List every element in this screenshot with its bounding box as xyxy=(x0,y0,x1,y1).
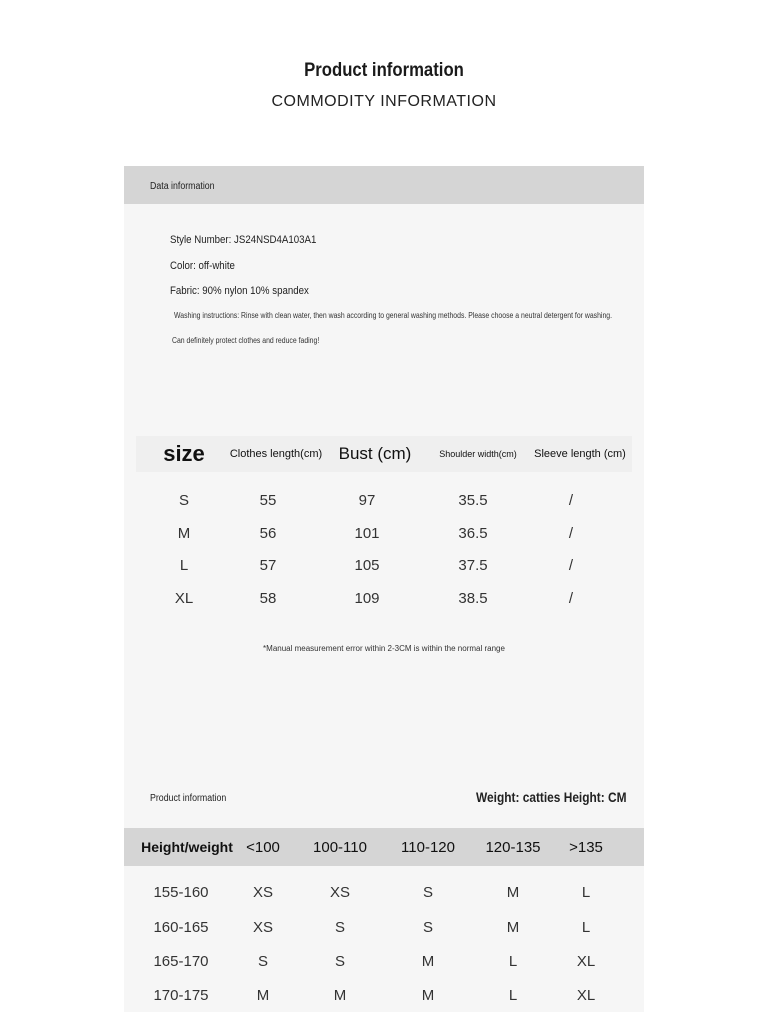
fit-table-header-cell: <100 xyxy=(246,838,280,856)
size-table-cell: 36.5 xyxy=(458,525,488,542)
fit-table-cell: M xyxy=(506,884,520,901)
fit-table-header-cell: 120-135 xyxy=(485,838,541,856)
unit-note: Weight: catties Height: CM xyxy=(476,789,627,805)
fit-table-cell: 165-170 xyxy=(153,953,209,970)
size-table-cell: / xyxy=(568,557,574,574)
fit-table-cell: 160-165 xyxy=(153,919,209,936)
size-table-cell: 55 xyxy=(259,492,277,509)
fit-table-cell: XS xyxy=(252,884,273,901)
fit-table-header-cell: 100-110 xyxy=(313,838,367,856)
fit-table-cell: S xyxy=(334,919,345,936)
size-table-cell: 105 xyxy=(354,557,380,574)
data-info-label: Data information xyxy=(150,181,215,192)
size-table-cell: 57 xyxy=(259,557,277,574)
fit-table-cell: 170-175 xyxy=(153,987,209,1004)
fit-table-header-cell: >135 xyxy=(569,838,603,856)
size-table-cell: 35.5 xyxy=(458,492,488,509)
size-table-cell: 97 xyxy=(358,492,376,509)
size-table-cell: 101 xyxy=(354,525,380,542)
washing-instructions: Washing instructions: Rinse with clean water, then wash according to general washing methods. Please choose a neutral detergent for washing. xyxy=(174,311,613,320)
size-table-cell: / xyxy=(568,525,574,542)
fit-table-cell: L xyxy=(581,884,591,901)
page-title: Product information xyxy=(304,60,464,81)
size-header-size: size xyxy=(163,441,205,466)
size-table-cell: XL xyxy=(174,590,194,607)
size-table-cell: L xyxy=(179,557,189,574)
size-table-cell: 56 xyxy=(259,525,277,542)
fit-table-cell: S xyxy=(257,953,268,970)
fit-table-cell: L xyxy=(508,987,518,1004)
fit-table-header-cell: 110-120 xyxy=(401,838,455,856)
size-table-cell: 37.5 xyxy=(458,557,488,574)
size-header-bust: Bust (cm) xyxy=(338,444,412,463)
fit-table-cell: M xyxy=(506,919,520,936)
size-table-cell: 58 xyxy=(259,590,277,607)
size-header-sleeve: Sleeve length (cm) xyxy=(534,448,626,460)
page-subtitle: COMMODITY INFORMATION xyxy=(271,93,497,110)
fit-table-cell: L xyxy=(508,953,518,970)
size-table-cell: 109 xyxy=(354,590,380,607)
fit-table-cell: M xyxy=(421,953,435,970)
fabric-info: Fabric: 90% nylon 10% spandex xyxy=(170,285,309,297)
fit-table-cell: S xyxy=(422,919,433,936)
size-header-length: Clothes length(cm) xyxy=(229,448,323,460)
washing-note: Can definitely protect clothes and reduce fading! xyxy=(172,336,320,345)
fit-table-cell: M xyxy=(256,987,270,1004)
fit-table-cell: XL xyxy=(576,987,596,1004)
fit-table-header-cell: Height/weight xyxy=(141,839,233,855)
fit-section-label: Product information xyxy=(150,793,227,804)
fit-table-cell: S xyxy=(334,953,345,970)
fit-table-cell: XL xyxy=(576,953,596,970)
size-table-cell: M xyxy=(177,525,191,542)
fit-table-cell: L xyxy=(581,919,591,936)
measurement-note: *Manual measurement error within 2-3CM is within the normal range xyxy=(263,644,505,653)
style-number: Style Number: JS24NSD4A103A1 xyxy=(170,234,317,246)
fit-table-cell: XS xyxy=(252,919,273,936)
size-table-cell: S xyxy=(178,492,189,509)
fit-table-cell: M xyxy=(421,987,435,1004)
size-table-cell: 38.5 xyxy=(458,590,488,607)
color-info: Color: off-white xyxy=(170,260,235,272)
size-table-cell: / xyxy=(568,492,574,509)
fit-table-cell: XS xyxy=(329,884,350,901)
fit-table-cell: M xyxy=(333,987,347,1004)
fit-table-cell: 155-160 xyxy=(153,884,209,901)
fit-table-cell: S xyxy=(422,884,433,901)
size-header-shoulder: Shoulder width(cm) xyxy=(439,449,517,459)
size-table-cell: / xyxy=(568,590,574,607)
